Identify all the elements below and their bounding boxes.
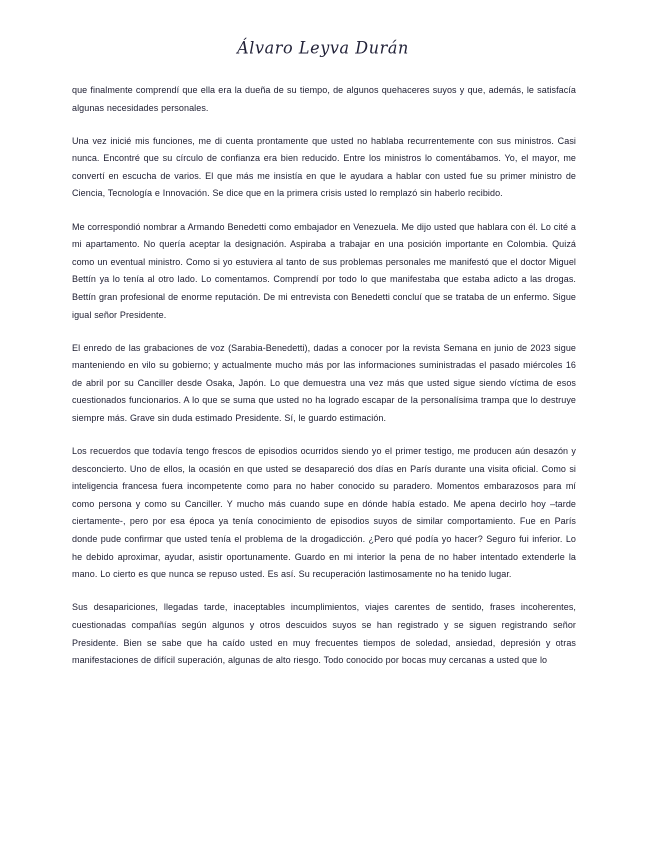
paragraph: que finalmente comprendí que ella era la dueña de su tiempo, de algunos quehaceres suyos y que, además, le satisfacía algunas necesidades personales. <box>72 85 576 113</box>
paragraph: Una vez inicié mis funciones, me di cuenta prontamente que usted no hablaba recurrentemente con sus ministros. Casi nunca. Encontré que su círculo de confianza era bien reducido. Entre los ministros lo comentábamos. Yo, el mayor, me convertí en escucha de varios. El que más me insistía en que le ayudara a hablar con usted fue su primer ministro de Ciencia, Tecnología e Innovación. Se dice que en la primera crisis usted lo remplazó sin haberlo recibido. <box>72 135 576 199</box>
paragraph: Me correspondió nombrar a Armando Benedetti como embajador en Venezuela. Me dijo usted que hablara con él. Lo cité a mi apartamento. No quería aceptar la designación. Aspiraba a trabajar en una posición importante en Colombia. Quizá como un eventual ministro. Como si yo estuviera al tanto de sus problemas personales me manifestó que el doctor Miguel Bettín ya lo tenía al otro lado. Lo comentamos. Comprendí por todo lo que manifestaba que estaba adicto a las drogas. Bettín gran profesional de enorme reputación. De mi entrevista con Benedetti concluí que se trataba de un enfermo. Sigue igual señor Presidente. <box>72 221 576 320</box>
paragraph: El enredo de las grabaciones de voz (Sarabia-Benedetti), dadas a conocer por la revista Semana en junio de 2023 sigue manteniendo en vilo su gobierno; y actualmente mucho más por las informaciones suministradas el pasado miércoles 16 de abril por su Canciller desde Osaka, Japón. Lo que demuestra una vez más que usted sigue siendo víctima de esos cuestionados funcionarios. A lo que se suma que usted no ha logrado escapar de la personalísima trampa que lo destruye siempre más. Grave sin duda estimado Presidente. Sí, le guardo estimación. <box>72 342 576 423</box>
paragraph: Los recuerdos que todavía tengo frescos de episodios ocurridos siendo yo el primer testigo, me producen aún desazón y desconcierto. Uno de ellos, la ocasión en que usted se desapareció dos días en París durante una visita oficial. Como si inteligencia francesa fuera incompetente como para no haber conocido su paradero. Momentos embarazosos para mí como persona y como su Canciller. Y mucho más cuando supe en dónde había estado. Me apena decirlo hoy –tarde ciertamente-, pero por esa época ya tenía conocimiento de episodios suyos de similar comportamiento. Fue en París donde pude confirmar que usted tenía el problema de la drogadicción. ¿Pero qué podía yo hacer? Seguro fui inferior. Lo he debido aproximar, ayudar, asistir oportunamente. Guardo en mi interior la pena de no haber intentado extenderle la mano. Lo cierto es que nunca se repuso usted. Es así. Su recuperación lastimosamente no ha tenido lugar. <box>72 446 576 580</box>
letterhead-signature-name: Álvaro Leyva Durán <box>237 37 409 58</box>
paragraph: Sus desapariciones, llegadas tarde, inaceptables incumplimientos, viajes carentes de sentido, frases incoherentes, cuestionadas compañías según algunos y otros descuidos suyos se han registrado y se siguen registrando señor Presidente. Bien se sabe que ha caído usted en muy frecuentes tiempos de soledad, ansiedad, depresión y otras manifestaciones de difícil superación, algunas de alto riesgo. Todo conocido por bocas muy cercanas a usted que lo <box>72 602 576 666</box>
letterhead <box>0 0 646 64</box>
document-body <box>0 64 646 670</box>
